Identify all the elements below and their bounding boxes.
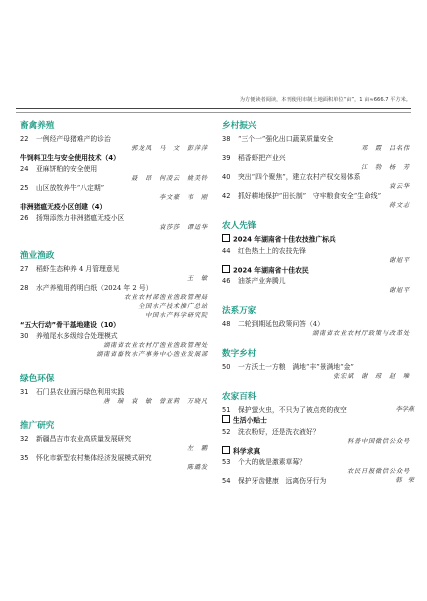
article-author: 左 鹏 [187,445,208,452]
page-number: 35 [20,454,29,462]
page-number: 39 [222,154,231,162]
article-author: 谢旭平 [389,256,410,264]
article-title: 山区放牧养牛“八定期” [36,184,105,192]
section-title: 法系万家 [222,306,257,316]
toc-entry[interactable] [20,283,212,293]
toc-entry[interactable] [222,362,414,372]
article-title: 洗衣粉好，还是洗衣液好？ [238,427,320,436]
article-author: 科普中国微信公众号 [347,437,410,445]
article-author: 湖南省畜牧水产事务中心渔业发展部 [96,351,208,358]
page-number: 32 [20,435,29,443]
page-number: 28 [20,284,29,292]
article-author: 陈璐发 [187,464,208,471]
page-number: 46 [222,277,231,285]
article-author: 邓 霞 吕名伟 [361,145,410,152]
article-title: 保护牙齿健康 远离伤牙行为 [238,477,327,485]
page-number: 51 [222,406,231,414]
toc-entry[interactable] [222,276,414,286]
toc-entry[interactable] [222,153,414,163]
toc-section [20,250,212,359]
toc-entry[interactable] [222,172,414,182]
page-number: 31 [20,388,29,396]
article-author: 聂 昂 何凌云 姚美铃 [131,175,208,182]
article-author: 谢旭平 [389,287,410,294]
subsection-title: 牛饲料卫生与安全使用技术（4） [20,154,120,162]
toc-entry[interactable] [222,246,414,256]
toc-entry[interactable] [20,164,212,174]
page-number: 44 [222,246,231,255]
article-author: 袁云华 [389,183,410,190]
subsection-title [222,415,414,427]
article-title: 扬翔添然力非洲猪瘟无疫小区 [36,214,125,222]
section-title: 农家百科 [222,392,257,402]
article-title: 红色热土上的农技先锋 [238,246,306,255]
section-title: 畜禽养殖 [20,121,55,131]
toc-section [20,420,212,472]
page-number: 30 [20,332,29,340]
toc-entry[interactable] [20,331,212,341]
toc-entry[interactable] [222,427,414,437]
toc-entry[interactable] [20,183,212,193]
toc-section [222,220,414,295]
page-number: 50 [222,363,231,371]
toc-section [222,348,414,381]
page-number: 40 [222,173,231,181]
toc-entry[interactable] [222,319,414,329]
page-number: 22 [20,135,29,143]
article-author: 全国水产技术推广总站 [138,303,208,310]
toc-entry[interactable] [222,405,414,415]
subsection-title: 非洲猪瘟无疫小区创建（4） [20,203,107,211]
article-title: 稻香虾把产业兴 [238,154,286,162]
article-author: 王 敏 [187,275,208,282]
article-title: 油茶产业奔腾儿 [238,277,286,285]
header-rule-thin [16,112,411,113]
checkbox-square-icon [222,265,230,273]
article-author: 郭龙凤 马 文 彭萍萍 [131,145,208,152]
article-title: 一例经产母猪难产的诊治 [36,135,111,143]
toc-entry[interactable] [222,457,414,467]
section-title: 农人先锋 [222,221,257,231]
toc-entry[interactable] [222,476,414,486]
section-title: 乡村振兴 [222,121,257,131]
section-title: 渔业渔政 [20,251,55,261]
page-number: 27 [20,265,29,273]
article-title: 石门县农业面污绿色利用实践 [36,388,125,396]
unit-note: 为方便读者阅读，本刊使用市制土地面积单位“亩”，1 亩≈666.7 平方米。 [239,97,411,103]
article-author: 李学燕 [395,406,414,413]
article-author: 湖南省农业农村厅渔业渔政管理处 [103,342,208,349]
article-title: 养殖尾水多级综合处理模式 [36,332,118,340]
toc-section [20,120,212,232]
checkbox-square-icon [222,415,230,423]
subsection-title [222,446,414,458]
toc-section [20,373,212,406]
article-title: 水产养殖用药明白纸（2024 年 2 号） [36,284,153,292]
checkbox-square-icon [222,446,230,454]
toc-entry[interactable] [20,213,212,223]
article-author: 韩 荣 [395,477,414,484]
page-number: 42 [222,192,231,200]
section-title: 数字乡村 [222,349,257,359]
page-number: 53 [222,458,231,466]
left-column [20,120,212,472]
toc-entry[interactable] [222,191,414,201]
article-author: 湖南省农业农村厅政策与改革处 [312,330,410,337]
toc-entry[interactable] [20,453,212,463]
article-title: 一方沃土一方粮 满地“丰”景满地“金” [238,363,354,371]
article-title: “三个一”强化出口蔬菜质量安全 [238,135,334,143]
checkbox-square-icon [222,234,230,242]
article-title: 突出“四个聚焦”，建立农村产权交易体系 [238,173,361,181]
article-author: 李文豪 韦 刚 [159,194,208,201]
page-number: 25 [20,184,29,192]
toc-section [222,305,414,338]
toc-entry[interactable] [20,434,212,444]
article-title: 抓好耕地保护“田长制” 守牢粮食安全“生命线” [238,192,382,200]
page-number: 52 [222,427,231,436]
page-number: 24 [20,165,29,173]
subsection-label: 2024 年湖南省十佳农民 [233,266,309,274]
toc-section [222,120,414,210]
section-title: 绿色环保 [20,374,55,384]
page-number: 26 [20,214,29,222]
page-number: 54 [222,477,231,485]
section-title: 推广研究 [20,421,55,431]
subsection-label: 2024 年湖南省十佳农技推广标兵 [233,235,336,244]
subsection-title [222,265,414,277]
toc-entry[interactable] [20,387,212,397]
page-number: 48 [222,320,231,328]
page-number: 38 [222,135,231,143]
article-title: 稻虾生态种养 4 月管理意见 [36,265,120,273]
article-title: 怀化市新型农村集体经济发展模式研究 [36,454,152,462]
subsection-title [222,234,414,246]
article-author: 农民日报微信公众号 [347,468,410,475]
article-author: 张宏斌 谢 琼 赵 唯 [333,373,410,380]
article-author: 袁莎莎 谭适华 [159,224,208,231]
subsection-label: 科学求真 [233,447,261,455]
toc-section [222,391,414,486]
header-rule [16,108,411,109]
article-title: 新疆昌吉市农业高质量发展研究 [36,435,132,443]
article-title: 二轮到期延包政策问答（4） [238,320,324,328]
toc-entry[interactable] [222,134,414,144]
article-title: 亚麻饼粕的安全使用 [36,165,98,173]
article-author: 江 勃 杨 芳 [361,164,410,171]
toc-entry[interactable] [20,134,212,144]
right-column [222,120,414,486]
article-title: 个大的就是激素草莓？ [238,458,306,466]
subsection-title: “五大行动”骨干基地建设（10） [20,321,120,329]
subsection-label: 生活小贴士 [233,416,267,425]
toc-entry[interactable] [20,264,212,274]
article-author: 中国水产科学研究院 [145,312,208,319]
article-title: 保护萤火虫，不只为了被点亮的夜空 [238,406,347,414]
article-author: 唐 瑞 袁 敏 曾亚莉 万晓凡 [103,398,208,405]
article-author: 农业农村部渔业渔政管理局 [124,294,208,301]
article-author: 蒋文志 [389,202,410,209]
